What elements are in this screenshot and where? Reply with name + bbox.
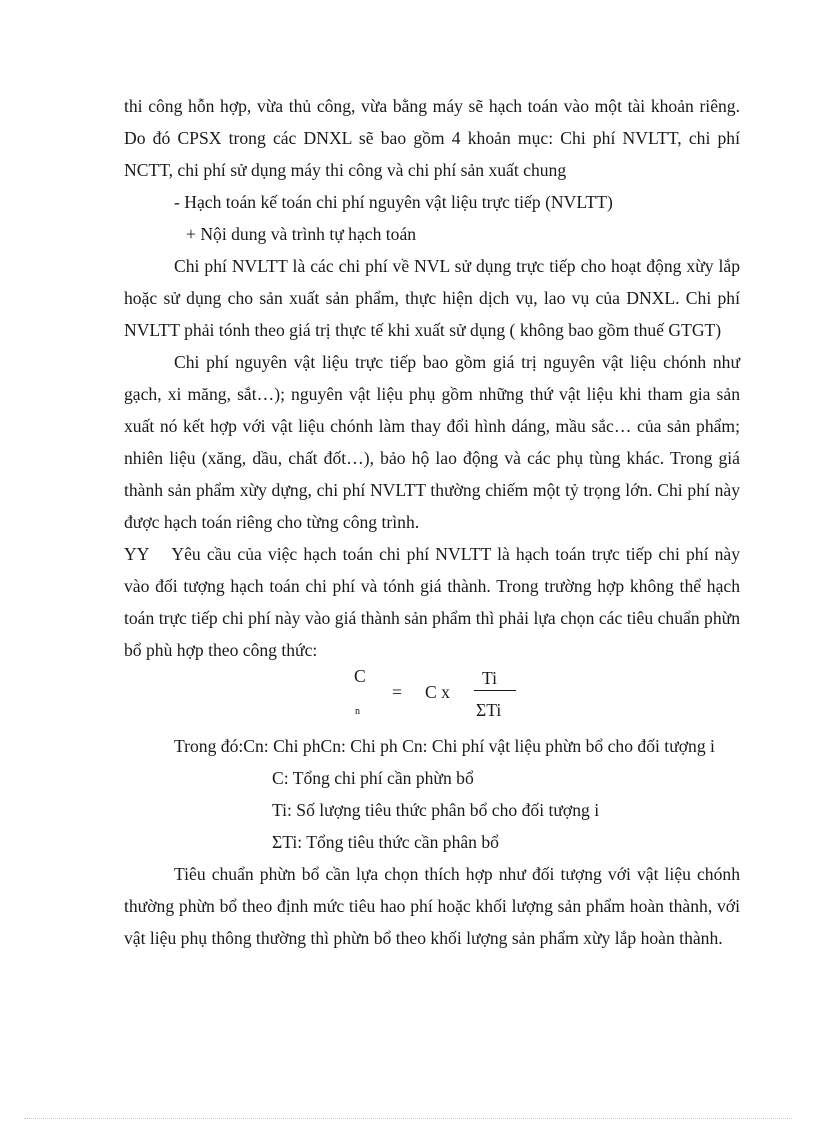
paragraph-requirements-text: Yêu cầu của việc hạch toán chi phí NVLTT là hạch toán trực tiếp chi phí này vào đối tượng hạch toán chi phí và tónh giá thành. Trong trường hợp không thể hạch toán trực tiếp chi phí này vào giá thành sản phẩm thì phải lựa chọn các tiêu chuẩn phừn bổ phù hợp theo công thức: — [124, 544, 740, 660]
heading-nvltt: - Hạch toán kế toán chi phí nguyên vật liệu trực tiếp (NVLTT) — [174, 192, 613, 212]
formula-numerator: Ti — [482, 668, 498, 688]
stray-marker: YY — [124, 544, 150, 564]
subheading-content: + Nội dung và trình tự hạch toán — [186, 224, 417, 244]
formula-fraction-bar — [474, 690, 516, 691]
formula-denominator: ΣTi — [476, 700, 502, 720]
paragraph-criteria: Tiêu chuẩn phừn bổ cần lựa chọn thích hợp như đối tượng với vật liệu chónh thường phừn bổ theo định mức tiêu hao phí hoặc khối lượng sản phẩm hoàn thành, với vật liệu phụ thông thường thì phừn bổ theo khối lượng sản phẩm xừy lắp hoàn thành. — [124, 864, 740, 948]
definition-c: C: Tổng chi phí cần phừn bổ — [272, 768, 474, 788]
paragraph-definition: Chi phí NVLTT là các chi phí về NVL sử dụng trực tiếp cho hoạt động xừy lắp hoặc sử dụng cho sản xuất sản phẩm, thực hiện dịch vụ, lao vụ của DNXL. Chi phí NVLTT phải tónh theo giá trị thực tế khi xuất sử dụng ( không bao gồm thuế GTGT) — [124, 256, 740, 340]
paragraph-intro: thi công hỗn hợp, vừa thủ công, vừa bằng máy sẽ hạch toán vào một tài khoản riêng. Do đó CPSX trong các DNXL sẽ bao gồm 4 khoản mục: Chi phí NVLTT, chi phí NCTT, chi phí sử dụng máy thi công và chi phí sản xuất chung — [124, 96, 740, 180]
definition-ti: Ti: Số lượng tiêu thức phân bổ cho đối tượng i — [272, 800, 600, 820]
formula-equals: = — [392, 682, 402, 702]
formula-factor: C x — [425, 682, 450, 702]
formula-lhs-subscript: n — [355, 706, 360, 717]
paragraph-requirements — [124, 538, 740, 666]
page-bottom-rule — [24, 1118, 792, 1119]
paragraph-components: Chi phí nguyên vật liệu trực tiếp bao gồm giá trị nguyên vật liệu chónh như gạch, xi măng, sắt…); nguyên vật liệu phụ gồm những thứ vật liệu khi tham gia sản xuất nó kết hợp với vật liệu chónh làm thay đổi hình dáng, mầu sắc… của sản phẩm; nhiên liệu (xăng, dầu, chất đốt…), bảo hộ lao động và các phụ tùng khác. Trong giá thành sản phẩm xừy dựng, chi phí NVLTT thường chiếm một tỷ trọng lớn. Chi phí này được hạch toán riêng cho từng công trình. — [124, 352, 740, 532]
document-page — [124, 90, 740, 954]
allocation-formula — [124, 666, 740, 730]
paragraph-where: Trong đó:Cn: Chi phCn: Chi ph Cn: Chi phí vật liệu phừn bổ cho đối tượng i — [174, 736, 715, 756]
formula-lhs: C — [354, 666, 366, 686]
definition-sum-ti: ΣTi: Tổng tiêu thức cần phân bổ — [272, 832, 499, 852]
